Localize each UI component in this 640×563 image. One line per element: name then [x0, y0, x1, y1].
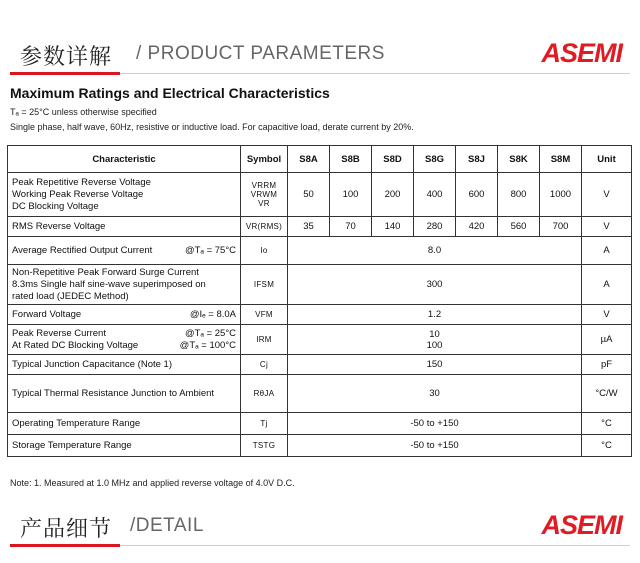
characteristic-line — [12, 189, 236, 201]
value-cell: 70 — [330, 217, 372, 237]
symbol-text: VFM — [255, 310, 273, 319]
characteristic-text: Operating Temperature Range — [12, 417, 141, 429]
value-cell: 600 — [456, 173, 498, 217]
brand-logo: ASEMI — [541, 38, 622, 68]
section-title-cn: 参数详解 — [20, 45, 113, 70]
value-cell: 1000 — [540, 173, 582, 217]
section-title-cn: 产品细节 — [20, 517, 113, 542]
parameters-table — [7, 145, 632, 457]
characteristic-line — [12, 221, 236, 233]
unit-cell: V — [582, 217, 632, 237]
symbol-text: IFSM — [253, 280, 275, 289]
value-line: 1.2 — [427, 309, 442, 320]
characteristic-text: Typical Junction Capacitance (Note 1) — [12, 358, 172, 370]
value-cell — [288, 305, 582, 325]
characteristic-text: Typical Thermal Resistance Junction to Ambient — [12, 387, 215, 399]
characteristic-cell — [8, 217, 241, 237]
characteristic-line — [12, 279, 236, 291]
characteristic-line — [12, 328, 236, 340]
value-line: 10 — [429, 328, 440, 340]
value-cell — [288, 375, 582, 413]
characteristic-line — [12, 177, 236, 189]
symbol-text: VRWM — [250, 190, 278, 199]
characteristic-cell — [8, 435, 241, 457]
symbol-cell — [241, 305, 288, 325]
load-condition: Single phase, half wave, 60Hz, resistive or inductive load. For capacitive load, derate current by 20%. — [10, 122, 414, 132]
characteristic-cell — [8, 355, 241, 375]
symbol-cell — [241, 435, 288, 457]
table-row — [8, 265, 632, 305]
value-cell — [288, 325, 582, 355]
characteristic-text: Storage Temperature Range — [12, 439, 132, 451]
symbol-text: Tj — [260, 419, 268, 428]
value-line: 30 — [429, 388, 440, 399]
accent-bar — [10, 544, 120, 547]
characteristic-cell — [8, 237, 241, 265]
section-title-en: / PRODUCT PARAMETERS — [136, 43, 385, 64]
characteristic-cell — [8, 173, 241, 217]
value-line: 8.0 — [427, 245, 442, 256]
column-header: Symbol — [241, 146, 288, 173]
characteristic-text: rated load (JEDEC Method) — [12, 290, 129, 302]
characteristic-line — [12, 309, 236, 321]
value-cell — [288, 355, 582, 375]
accent-bar — [10, 72, 120, 75]
column-header: Unit — [582, 146, 632, 173]
characteristic-cell — [8, 305, 241, 325]
unit-cell: V — [582, 305, 632, 325]
value-cell: 35 — [288, 217, 330, 237]
symbol-cell — [241, 217, 288, 237]
table-row — [8, 413, 632, 435]
condition-text: @Tₐ = 100°C — [179, 339, 236, 351]
condition-text: @Iₑ = 8.0A — [189, 308, 236, 320]
column-header: S8A — [288, 146, 330, 173]
value-cell: 100 — [330, 173, 372, 217]
condition-text: @Tₐ = 25°C — [184, 327, 236, 339]
characteristic-line — [12, 388, 236, 400]
table-header-row — [8, 146, 632, 173]
characteristic-text: Peak Reverse Current — [12, 327, 106, 339]
test-condition: Tₐ = 25°C unless otherwise specified — [10, 107, 157, 117]
unit-cell: A — [582, 237, 632, 265]
symbol-text: VR(RMS) — [245, 222, 283, 231]
value-line: -50 to +150 — [410, 440, 459, 451]
section-title-en: /DETAIL — [130, 515, 204, 536]
section-header-parameters — [10, 38, 630, 78]
value-line: 150 — [426, 359, 443, 370]
symbol-cell — [241, 355, 288, 375]
characteristic-line — [12, 245, 236, 257]
unit-cell: µA — [582, 325, 632, 355]
characteristic-text: Working Peak Reverse Voltage — [12, 188, 144, 200]
brand-logo: ASEMI — [541, 510, 622, 540]
value-cell: 420 — [456, 217, 498, 237]
table-row — [8, 305, 632, 325]
characteristic-line — [12, 418, 236, 430]
characteristic-text: Non-Repetitive Peak Forward Surge Current — [12, 266, 199, 278]
condition-text: @Tₐ = 75°C — [184, 244, 236, 256]
value-cell: 280 — [414, 217, 456, 237]
symbol-cell — [241, 413, 288, 435]
column-header: Characteristic — [8, 146, 241, 173]
symbol-cell — [241, 325, 288, 355]
column-header: S8B — [330, 146, 372, 173]
symbol-text: VR — [258, 199, 270, 208]
characteristic-line — [12, 291, 236, 303]
characteristic-line — [12, 267, 236, 279]
unit-cell: °C — [582, 413, 632, 435]
characteristic-line — [12, 359, 236, 371]
symbol-text: TSTG — [252, 441, 276, 450]
characteristic-line — [12, 340, 236, 352]
value-line: 100 — [426, 339, 443, 351]
symbol-text: Cj — [259, 360, 269, 369]
characteristic-cell — [8, 265, 241, 305]
characteristic-cell — [8, 325, 241, 355]
characteristic-cell — [8, 413, 241, 435]
characteristic-text: Forward Voltage — [12, 308, 82, 320]
unit-cell: °C — [582, 435, 632, 457]
value-cell: 50 — [288, 173, 330, 217]
table-row — [8, 435, 632, 457]
table-row — [8, 237, 632, 265]
table-row — [8, 375, 632, 413]
value-cell — [288, 265, 582, 305]
symbol-text: VRRM — [251, 181, 277, 190]
symbol-text: IRM — [256, 335, 272, 344]
value-cell — [288, 435, 582, 457]
value-cell: 140 — [372, 217, 414, 237]
unit-cell: pF — [582, 355, 632, 375]
value-cell — [288, 413, 582, 435]
table-row — [8, 173, 632, 217]
value-cell — [288, 237, 582, 265]
symbol-text: Io — [260, 246, 268, 255]
table-row — [8, 217, 632, 237]
section-header-detail — [10, 510, 630, 550]
value-cell: 400 — [414, 173, 456, 217]
value-cell: 200 — [372, 173, 414, 217]
characteristic-text: RMS Reverse Voltage — [12, 220, 106, 232]
value-cell: 700 — [540, 217, 582, 237]
symbol-cell — [241, 237, 288, 265]
column-header: S8D — [372, 146, 414, 173]
characteristic-text: At Rated DC Blocking Voltage — [12, 339, 139, 351]
characteristic-text: Average Rectified Output Current — [12, 244, 153, 256]
symbol-cell — [241, 173, 288, 217]
symbol-cell — [241, 265, 288, 305]
column-header: S8J — [456, 146, 498, 173]
symbol-cell — [241, 375, 288, 413]
value-line: -50 to +150 — [410, 418, 459, 429]
value-cell: 800 — [498, 173, 540, 217]
column-header: S8K — [498, 146, 540, 173]
footnote: Note: 1. Measured at 1.0 MHz and applied reverse voltage of 4.0V D.C. — [10, 478, 295, 488]
unit-cell: A — [582, 265, 632, 305]
table-row — [8, 355, 632, 375]
characteristic-text: DC Blocking Voltage — [12, 200, 99, 212]
section-heading: Maximum Ratings and Electrical Characteristics — [10, 85, 330, 101]
value-line: 300 — [426, 279, 443, 290]
unit-cell: V — [582, 173, 632, 217]
unit-cell: °C/W — [582, 375, 632, 413]
table-row — [8, 325, 632, 355]
characteristic-text: Peak Repetitive Reverse Voltage — [12, 176, 151, 188]
symbol-text: RθJA — [253, 389, 275, 398]
characteristic-line — [12, 440, 236, 452]
characteristic-text: 8.3ms Single half sine-wave superimposed on — [12, 278, 206, 290]
column-header: S8G — [414, 146, 456, 173]
column-header: S8M — [540, 146, 582, 173]
characteristic-cell — [8, 375, 241, 413]
value-cell: 560 — [498, 217, 540, 237]
characteristic-line — [12, 201, 236, 213]
